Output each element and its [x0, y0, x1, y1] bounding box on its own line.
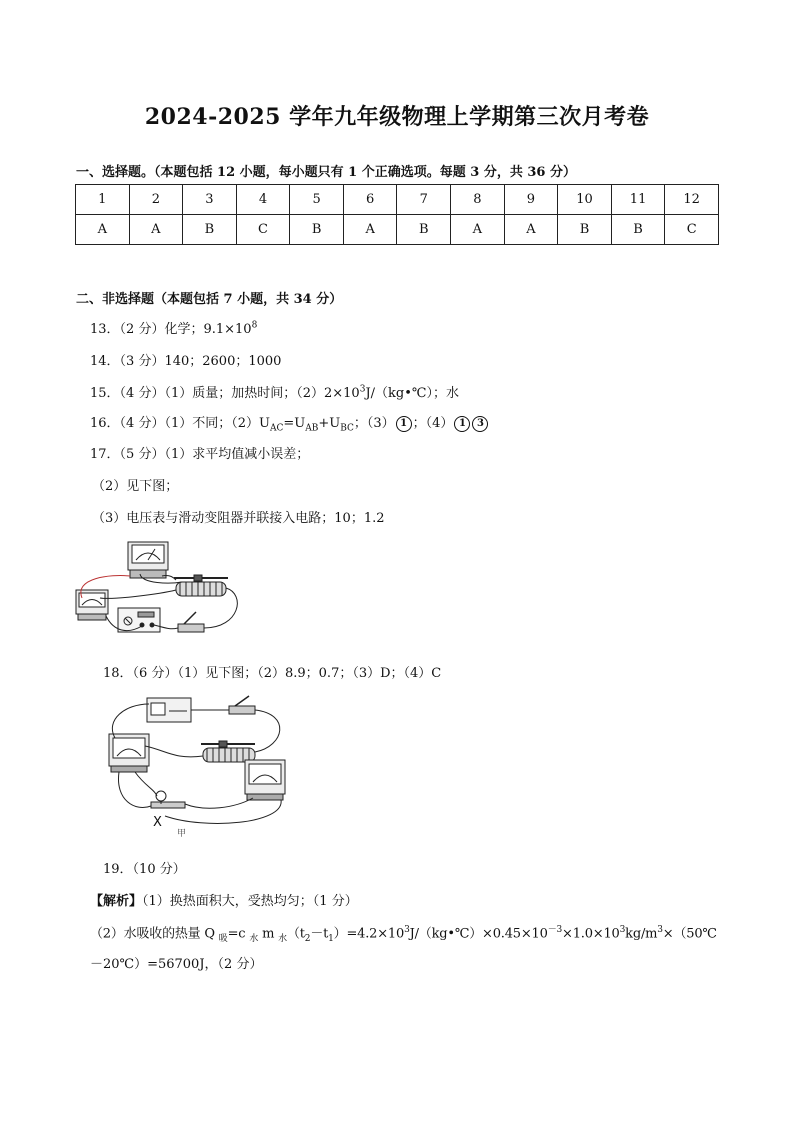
table-cell: 8	[451, 185, 505, 215]
mark-x-label: X	[153, 815, 162, 830]
table-cell: B	[183, 215, 237, 245]
subscript: 水	[278, 933, 287, 944]
formula-part: （t	[286, 926, 305, 942]
table-cell: 1	[76, 185, 130, 215]
table-cell: C	[236, 215, 290, 245]
answer-16-text: 16．（4 分）（1）不同；（2）U	[90, 416, 270, 431]
answer-14: 14．（3 分）140；2600；1000	[90, 354, 282, 369]
formula-part: ×1.0×10	[562, 926, 620, 942]
answer-13	[90, 318, 257, 337]
table-cell: A	[76, 215, 130, 245]
circled-number: 3	[472, 416, 488, 432]
answer-15	[90, 382, 459, 401]
exponent: 8	[251, 320, 258, 331]
answer-16	[90, 412, 489, 434]
circuit-diagram-17	[70, 538, 255, 643]
answer-19-line3	[90, 922, 717, 944]
formula-part: ×（50℃	[662, 926, 717, 942]
table-cell: A	[504, 215, 558, 245]
exponent: 3	[619, 925, 626, 935]
table-cell: 12	[665, 185, 719, 215]
circled-number: 1	[454, 416, 470, 432]
formula-part: kg/m	[625, 926, 658, 942]
answer-19-line2	[90, 890, 358, 909]
formula-part: J/（kg•℃）×0.45×10	[409, 926, 548, 942]
answer-17-line3: （3）电压表与滑动变阻器并联接入电路；10；1.2	[92, 511, 385, 526]
table-cell: 11	[611, 185, 665, 215]
section2-heading: 二、非选择题（本题包括 7 小题，共 34 分）	[76, 292, 343, 307]
exponent: 3	[657, 925, 663, 935]
table-cell: A	[451, 215, 505, 245]
answer-13-text: 13．（2 分）化学；9.1×10	[90, 322, 252, 337]
formula-part: （2）水吸收的热量 Q	[90, 926, 219, 942]
answer-18: 18．（6 分）（1）见下图；（2）8.9；0.7；（3）D；（4）C	[103, 666, 442, 681]
answer-17-line2: （2）见下图；	[92, 479, 179, 494]
table-cell: 10	[558, 185, 612, 215]
answer-17-line1: 17．（5 分）（1）求平均值减小误差；	[90, 447, 310, 462]
answer-16-text: ；（4）	[412, 416, 454, 431]
answer-19-line1: 19．（10 分）	[103, 862, 186, 877]
subscript: 水	[249, 933, 259, 944]
table-cell: A	[343, 215, 397, 245]
table-cell: B	[290, 215, 344, 245]
table-cell: 7	[397, 185, 451, 215]
subscript: AB	[305, 423, 319, 434]
exponent: －3	[547, 925, 563, 935]
table-cell: B	[611, 215, 665, 245]
formula-part: =c	[227, 926, 250, 942]
answer-15-text: 15．（4 分）（1）质量；加热时间；（2）2×10	[90, 386, 360, 401]
table-cell: C	[665, 215, 719, 245]
table-row-answers	[76, 215, 719, 245]
formula-part: －t	[310, 926, 329, 942]
answer-16-text: +U	[318, 416, 341, 431]
subscript: BC	[340, 423, 354, 434]
formula-part: ）=4.2×10	[333, 926, 405, 942]
circled-number: 1	[396, 416, 412, 432]
table-cell: B	[558, 215, 612, 245]
table-cell: 9	[504, 185, 558, 215]
subscript: 吸	[218, 933, 228, 944]
subscript: 1	[328, 933, 334, 944]
table-cell: 6	[343, 185, 397, 215]
exponent: 3	[359, 384, 366, 395]
formula-part: m	[258, 926, 279, 942]
table-cell: 3	[183, 185, 237, 215]
answer-table	[75, 184, 719, 245]
answer-16-text: =U	[283, 416, 306, 431]
analysis-label: 【解析】	[90, 894, 143, 909]
section1-heading: 一、选择题。（本题包括 12 小题，每小题只有 1 个正确选项。每题 3 分，共 36 分）	[76, 165, 576, 180]
answer-19-text: （1）换热面积大，受热均匀；（1 分）	[142, 894, 358, 909]
exponent: 3	[404, 925, 410, 935]
table-cell: 4	[236, 185, 290, 215]
table-cell: 2	[129, 185, 183, 215]
answer-16-text: ；（3）	[353, 416, 395, 431]
subscript: AC	[269, 423, 284, 434]
table-cell: B	[397, 215, 451, 245]
answer-15-suffix: J/（kg•℃）；水	[365, 386, 459, 401]
page-title: 2024-2025 学年九年级物理上学期第三次月考卷	[144, 104, 650, 130]
table-cell: A	[129, 215, 183, 245]
table-row-numbers	[76, 185, 719, 215]
subscript: 2	[304, 933, 311, 944]
answer-19-line4: －20℃）=56700J，（2 分）	[90, 957, 263, 972]
figure-label-jia: 甲	[177, 829, 187, 839]
table-cell: 5	[290, 185, 344, 215]
circuit-diagram-18	[95, 690, 295, 840]
